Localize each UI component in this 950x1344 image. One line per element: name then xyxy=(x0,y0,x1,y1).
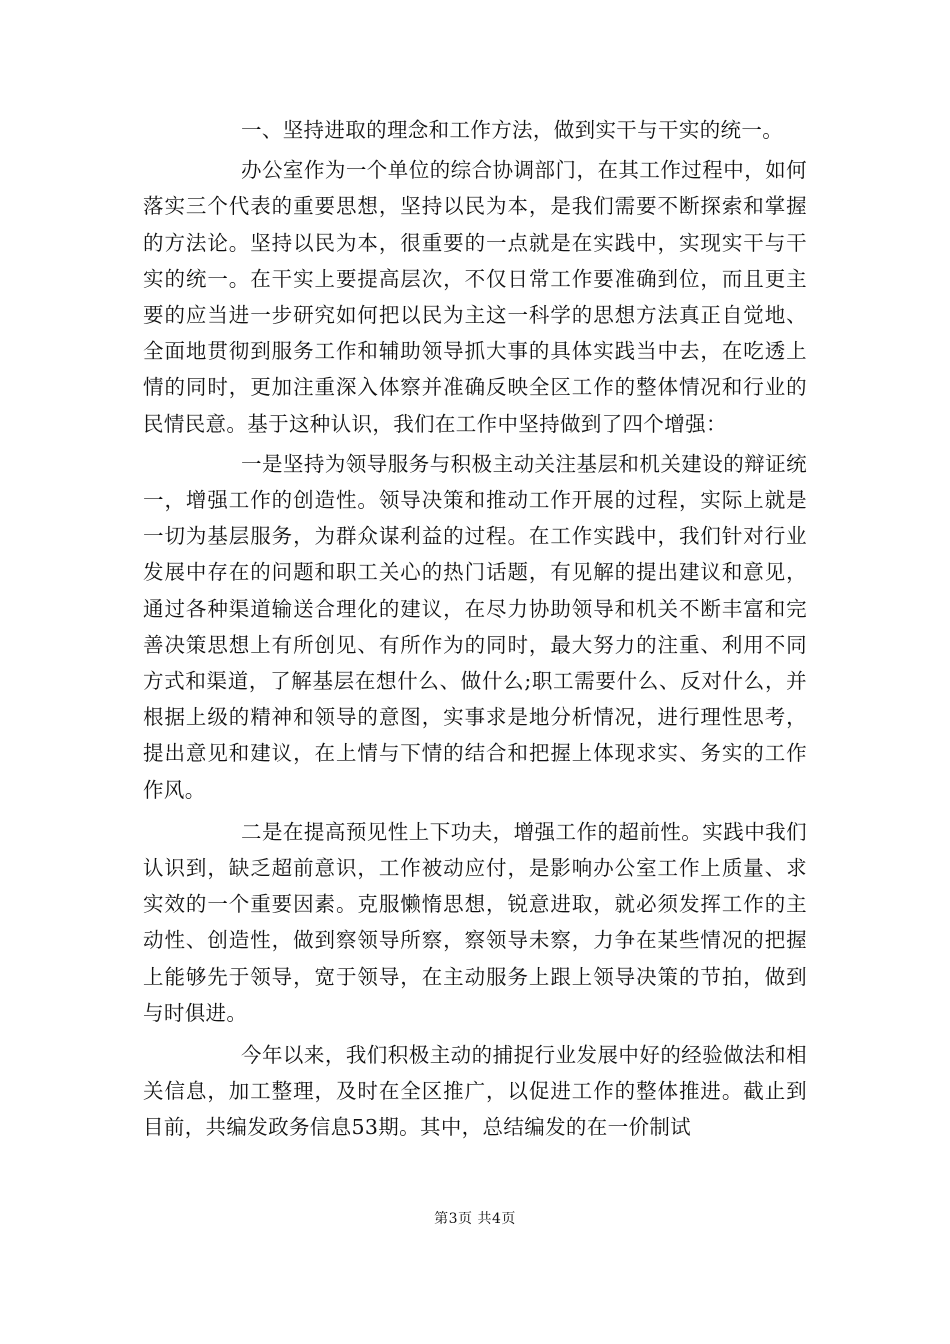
document-body xyxy=(143,112,807,1146)
body-paragraph-point-one: 一是坚持为领导服务与积极主动关注基层和机关建设的辩证统一，增强工作的创造性。领导决策和推动工作开展的过程，实际上就是一切为基层服务，为群众谋利益的过程。在工作实践中，我们针对行业发展中存在的问题和职工关心的热门话题，有见解的提出建议和意见，通过各种渠道输送合理化的建议，在尽力协助领导和机关不断丰富和完善决策思想上有所创见、有所作为的同时，最大努力的注重、利用不同方式和渠道，了解基层在想什么、做什么;职工需要什么、反对什么，并根据上级的精神和领导的意图，实事求是地分析情况，进行理性思考，提出意见和建议，在上情与下情的结合和把握上体现求实、务实的工作作风。 xyxy=(143,451,807,802)
section-heading-paragraph: 一、坚持进取的理念和工作方法，做到实干与干实的统一。 xyxy=(241,118,784,142)
body-paragraph-point-two: 二是在提高预见性上下功夫，增强工作的超前性。实践中我们认识到，缺乏超前意识，工作被动应付，是影响办公室工作上质量、求实效的一个重要因素。克服懒惰思想，锐意进取，就必须发挥工作的主动性、创造性，做到察领导所察，察领导未察，力争在某些情况的把握上能够先于领导，宽于领导，在主动服务上跟上领导决策的节拍，做到与时俱进。 xyxy=(143,819,807,1025)
page-number-footer: 第3页 共4页 xyxy=(434,1211,516,1227)
body-paragraph-this-year: 今年以来，我们积极主动的捕捉行业发展中好的经验做法和相关信息，加工整理，及时在全区推广，以促进工作的整体推进。截止到目前，共编发政务信息53期。其中，总结编发的在一价制试 xyxy=(143,1043,807,1140)
body-paragraph-office-role: 办公室作为一个单位的综合协调部门，在其工作过程中，如何落实三个代表的重要思想，坚持以民为本，是我们需要不断探索和掌握的方法论。坚持以民为本，很重要的一点就是在实践中，实现实干与干实的统一。在干实上要提高层次，不仅日常工作要准确到位，而且更主要的应当进一步研究如何把以民为主这一科学的思想方法真正自觉地、全面地贯彻到服务工作和辅助领导抓大事的具体实践当中去，在吃透上情的同时，更加注重深入体察并准确反映全区工作的整体情况和行业的民情民意。基于这种认识，我们在工作中坚持做到了四个增强： xyxy=(143,158,807,436)
